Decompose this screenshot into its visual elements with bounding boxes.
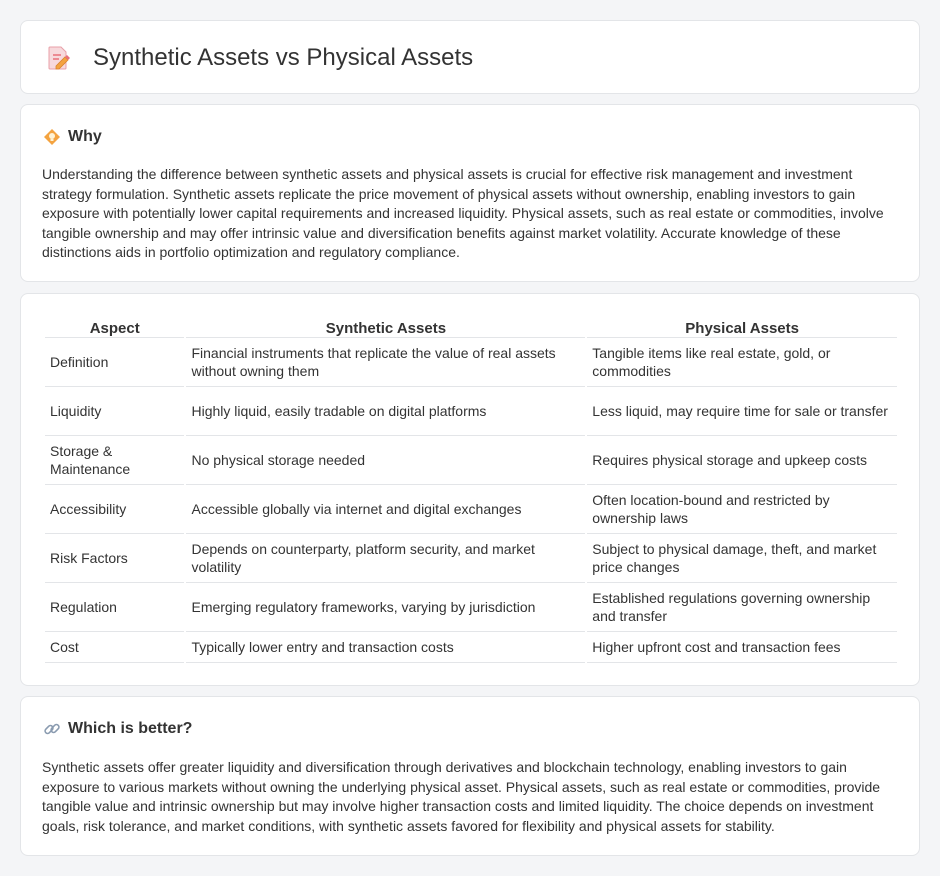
physical-cell: Less liquid, may require time for sale or transfer	[587, 387, 897, 436]
table-row	[45, 632, 897, 663]
table-row	[45, 338, 897, 387]
header-card	[20, 20, 920, 94]
column-header: Aspect	[45, 318, 184, 338]
why-title: Why	[68, 128, 102, 145]
physical-cell: Tangible items like real estate, gold, or commodities	[587, 338, 897, 387]
synthetic-cell: Typically lower entry and transaction costs	[186, 632, 585, 663]
column-header: Synthetic Assets	[186, 318, 585, 338]
physical-cell: Often location-bound and restricted by ownership laws	[587, 485, 897, 534]
physical-cell: Subject to physical damage, theft, and market price changes	[587, 534, 897, 583]
aspect-cell: Risk Factors	[45, 534, 184, 583]
table-row	[45, 534, 897, 583]
synthetic-cell: Highly liquid, easily tradable on digital platforms	[186, 387, 585, 436]
link-icon	[43, 720, 61, 738]
better-title: Which is better?	[68, 720, 193, 737]
aspect-cell: Liquidity	[45, 387, 184, 436]
lightbulb-diamond-icon	[43, 128, 61, 146]
aspect-cell: Storage & Maintenance	[45, 436, 184, 485]
synthetic-cell: Accessible globally via internet and digital exchanges	[186, 485, 585, 534]
synthetic-cell: Financial instruments that replicate the value of real assets without owning them	[186, 338, 585, 387]
why-text: Understanding the difference between synthetic assets and physical assets is crucial for effective risk management and investment strategy formulation. Synthetic assets replicate the price movement of physical assets without ownership, enabling investors to gain exposure with potentially lower capital requirements and increased liquidity. Physical assets, such as real estate or commodities, involve tangible ownership and may offer intrinsic value and diversification benefits against market volatility. Accurate knowledge of these distinctions aids in portfolio optimization and regulatory compliance.	[42, 166, 884, 260]
comparison-table	[43, 318, 899, 663]
table-row	[45, 436, 897, 485]
aspect-cell: Regulation	[45, 583, 184, 632]
physical-cell: Established regulations governing ownership and transfer	[587, 583, 897, 632]
aspect-cell: Accessibility	[45, 485, 184, 534]
document-edit-icon	[47, 45, 71, 71]
aspect-cell: Definition	[45, 338, 184, 387]
table-row	[45, 583, 897, 632]
physical-cell: Higher upfront cost and transaction fees	[587, 632, 897, 663]
page-title: Synthetic Assets vs Physical Assets	[93, 44, 474, 71]
column-header: Physical Assets	[587, 318, 897, 338]
synthetic-cell: Emerging regulatory frameworks, varying by jurisdiction	[186, 583, 585, 632]
which-is-better-section	[20, 696, 920, 856]
why-section	[20, 104, 920, 282]
physical-cell: Requires physical storage and upkeep costs	[587, 436, 897, 485]
aspect-cell: Cost	[45, 632, 184, 663]
better-text: Synthetic assets offer greater liquidity and diversification through derivatives and blockchain technology, enabling investors to gain exposure to various markets without owning the underlying physical asset. Physical assets, such as real estate or commodities, provide tangible value and intrinsic ownership but may involve higher transaction costs and limited liquidity. The choice depends on investment goals, risk tolerance, and market conditions, with synthetic assets favored for flexibility and physical assets for stability.	[42, 759, 881, 834]
table-header-row	[45, 318, 897, 338]
table-row	[45, 387, 897, 436]
synthetic-cell: Depends on counterparty, platform security, and market volatility	[186, 534, 585, 583]
comparison-section	[20, 293, 920, 686]
table-row	[45, 485, 897, 534]
synthetic-cell: No physical storage needed	[186, 436, 585, 485]
